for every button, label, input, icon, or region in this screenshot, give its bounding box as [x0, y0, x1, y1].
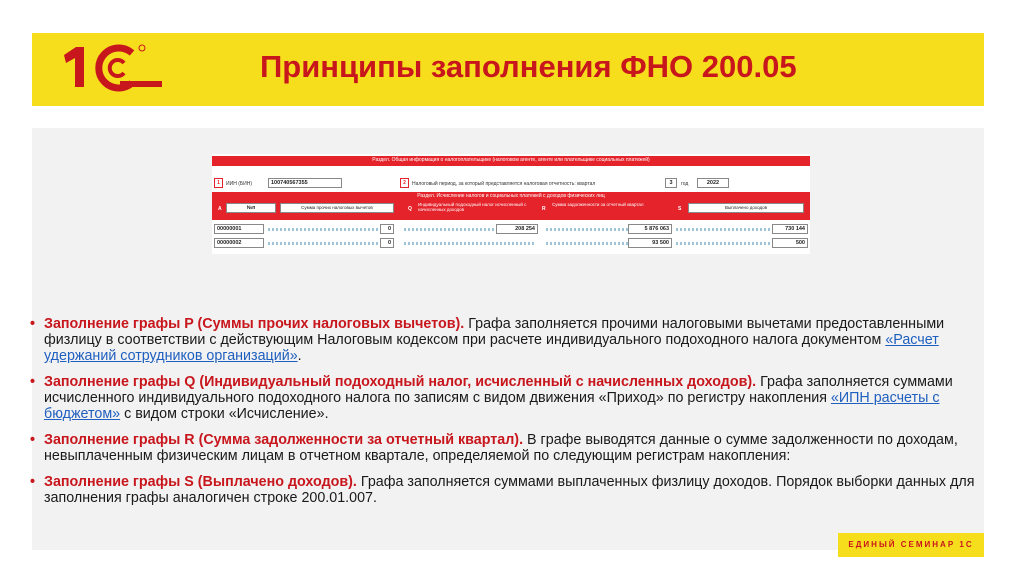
seminar-badge: ЕДИНЫЙ СЕМИНАР 1С — [838, 533, 984, 557]
register-link[interactable]: «ИПН расчеты с бюджетом» — [44, 390, 940, 422]
col-label-q: Индивидуальный подоходный налог исчисленный с начисленных доходов — [418, 202, 527, 212]
bullet-heading: Заполнение графы P (Суммы прочих налоговых вычетов). — [44, 316, 465, 332]
row2-dashes-r — [546, 242, 636, 245]
year-label: год — [681, 181, 689, 187]
field-number-2: 2 — [400, 178, 409, 188]
row2-p: 0 — [380, 238, 394, 248]
bullet-heading: Заполнение графы R (Сумма задолженности за отчетный квартал). — [44, 432, 524, 448]
row2-s: 500 — [772, 238, 808, 248]
row1-s: 730 144 — [772, 224, 808, 234]
bullet-text: Графа заполняется суммами выплаченных физлицу доходов. Порядок выборки данных для заполнения графы аналогичен строке 200.01.007. — [44, 474, 975, 506]
col-label-r: Сумма задолженности за отчетный квартал — [552, 202, 644, 207]
field-number-1: 1 — [214, 178, 223, 188]
form-screenshot — [212, 154, 810, 254]
bullet-item — [30, 316, 990, 364]
row1-dashes-r — [546, 228, 636, 231]
page-title: Принципы заполнения ФНО 200.05 — [260, 49, 797, 84]
bullet-item — [30, 474, 990, 506]
bullet-text-after: с видом строки «Исчисление». — [120, 406, 329, 422]
header-banner — [32, 33, 984, 106]
section1-title: Раздел. Общая информация о налогоплательщике (налоговом агенте, агенте или плательщике социальных платежей) — [212, 156, 810, 166]
col-letter-r: R — [542, 206, 546, 212]
col-label-a: №п — [226, 203, 276, 213]
iin-label: ИИН (БИН) — [226, 181, 253, 187]
row1-q: 208 254 — [496, 224, 538, 234]
row1-dashes-s — [676, 228, 776, 231]
row1-id: 00000001 — [214, 224, 264, 234]
year-field: 2022 — [697, 178, 729, 188]
bullet-item — [30, 374, 990, 422]
bullet-item — [30, 432, 990, 464]
section2-title: Раздел. Исчисление налогов и социальных платежей с доходов физических лиц — [417, 193, 605, 199]
bullet-text: Графа заполняется суммами исчисленного индивидуального подоходного налога по записям с видом движения «Приход» по регистру накопления — [44, 374, 953, 406]
quarter-field: 3 — [665, 178, 677, 188]
col-letter-p: P — [270, 206, 274, 212]
bullet-text-after: . — [297, 348, 302, 364]
1c-logo — [58, 41, 168, 95]
col-label-p: Сумма прочих налоговых вычетов — [280, 203, 394, 213]
document-link[interactable]: «Расчет удержаний сотрудников организаций» — [44, 332, 939, 364]
row1-p: 0 — [380, 224, 394, 234]
row2-dashes-q — [404, 242, 534, 245]
period-label: Налоговый период, за который представляется налоговая отчетность: квартал — [412, 181, 596, 187]
iin-field: 100740567355 — [268, 178, 342, 188]
bullet-list — [30, 316, 990, 516]
bullet-heading: Заполнение графы S (Выплачено доходов). — [44, 474, 357, 490]
row2-dashes-s — [676, 242, 776, 245]
bullet-heading: Заполнение графы Q (Индивидуальный подоходный налог, исчисленный с начисленных доходов). — [44, 374, 757, 390]
row1-r: 5 876 063 — [628, 224, 672, 234]
col-letter-q: Q — [408, 206, 412, 212]
row2-id: 00000002 — [214, 238, 264, 248]
bullet-text: Графа заполняется прочими налоговыми вычетами предоставленными физлицу в соответствии с действующим Налоговым кодексом при расчете индивидуального подоходного налога документом — [44, 316, 945, 348]
row1-dashes-q — [404, 228, 504, 231]
row2-dashes-p — [268, 242, 380, 245]
col-letter-s: S — [678, 206, 682, 212]
row1-dashes-p — [268, 228, 380, 231]
bullet-text: В графе выводятся данные о сумме задолженности по доходам, невыплаченным физическим лицам в отчетном квартале, определяемой по следующим регистрам накопления: — [44, 432, 958, 464]
col-letter-a: A — [218, 206, 222, 212]
row2-r: 93 500 — [628, 238, 672, 248]
col-label-s: Выплачено доходов — [688, 203, 804, 213]
